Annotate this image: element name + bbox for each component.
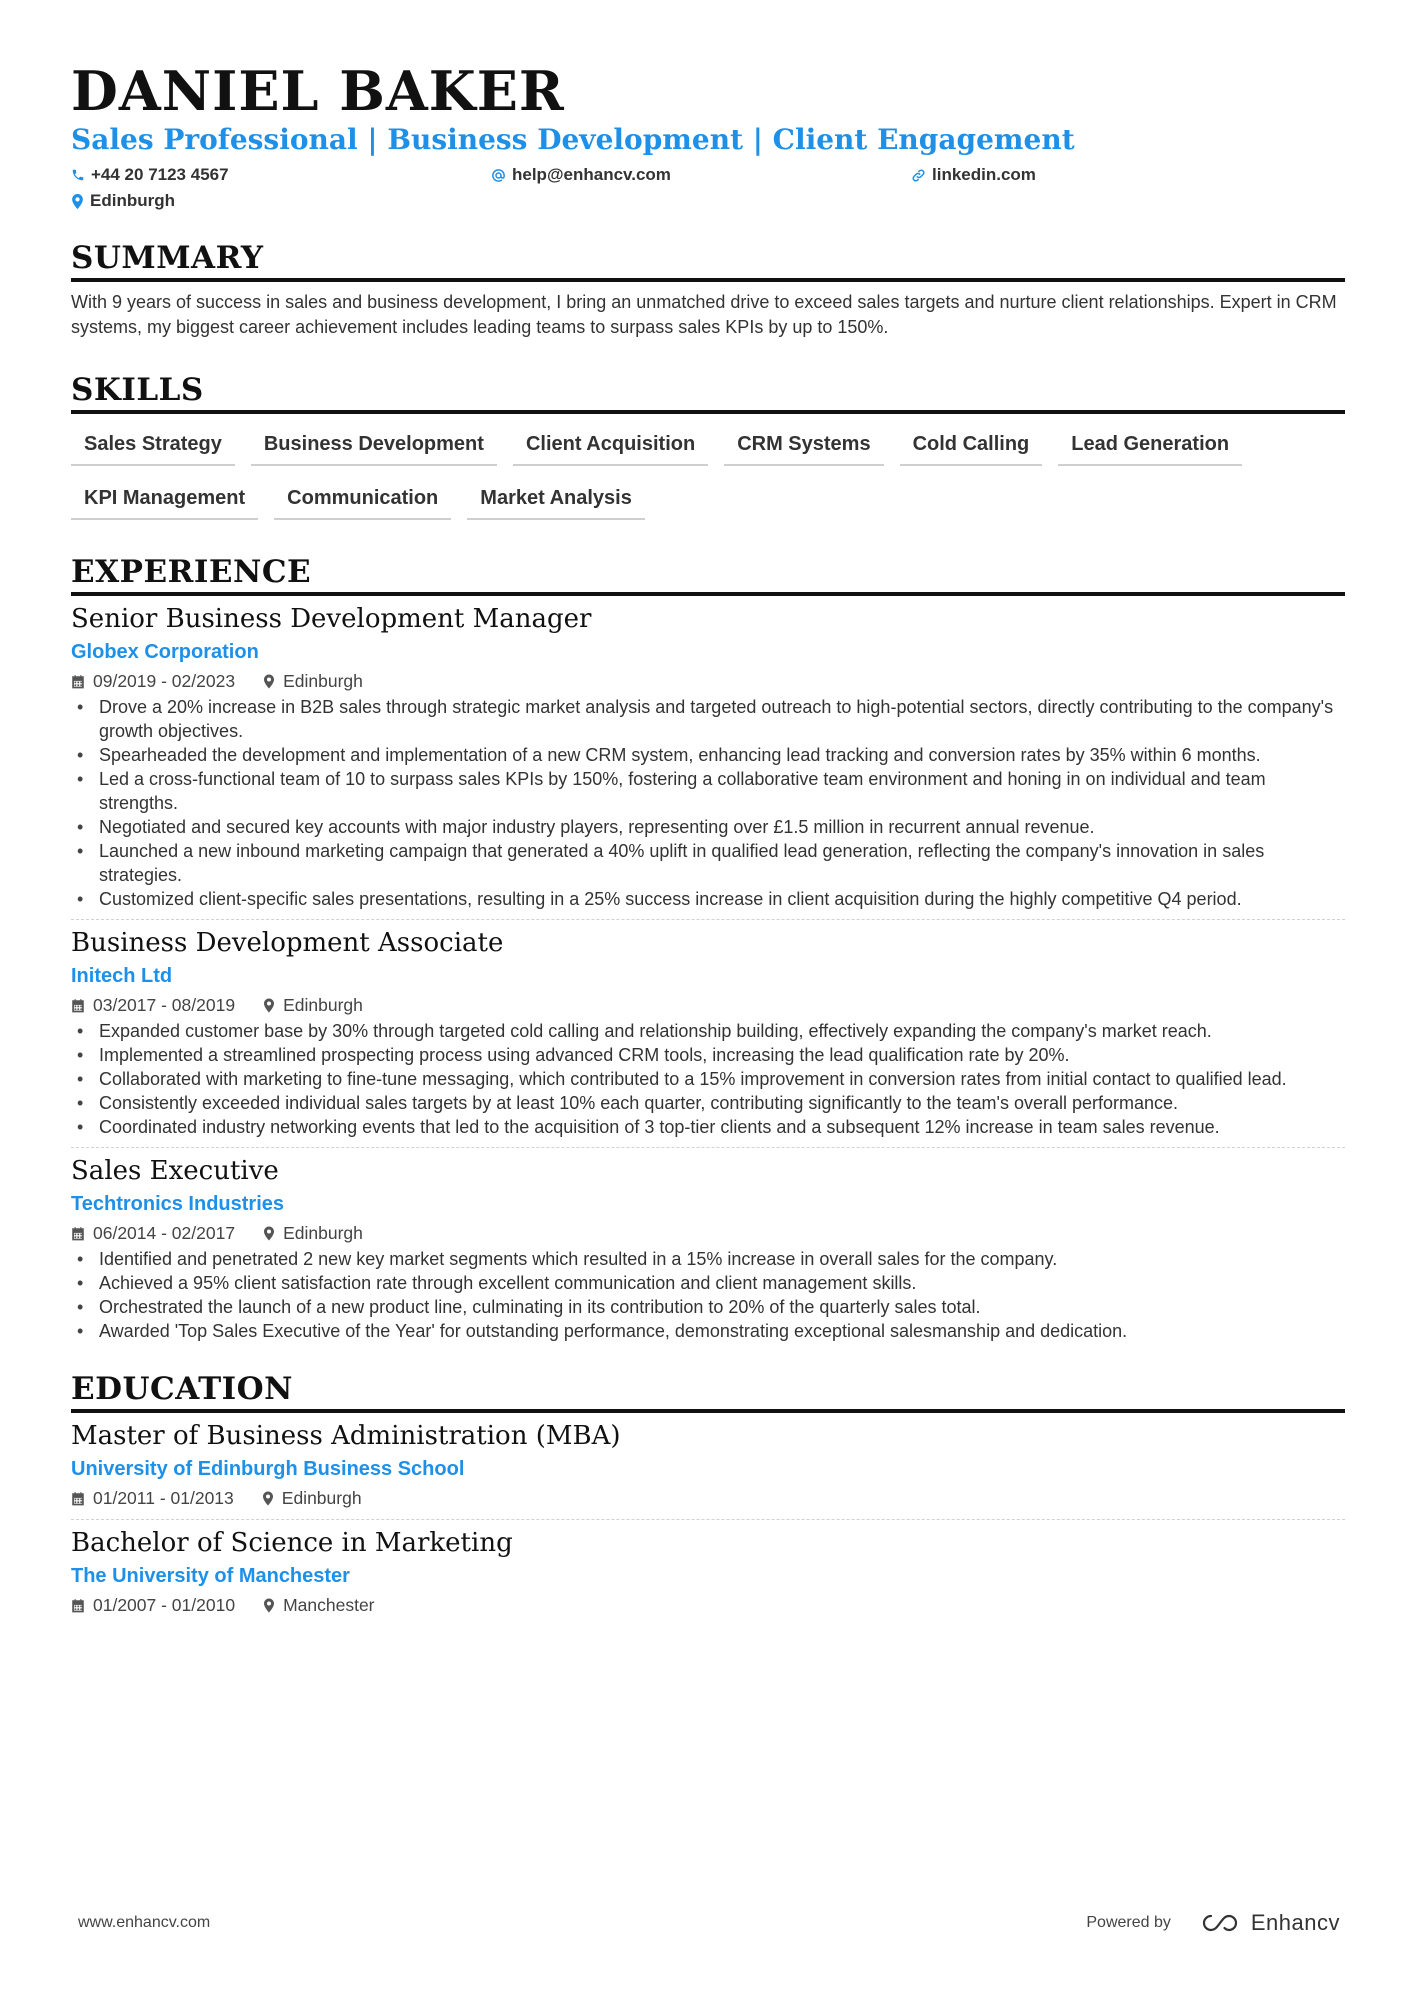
- job-meta: [71, 668, 1345, 694]
- job-bullets: [71, 1019, 1345, 1139]
- enhancv-logo[interactable]: [1197, 1910, 1340, 1936]
- bullet-item: • Collaborated with marketing to fine-tune messaging, which contributed to a 15% improvement in conversion rates from initial contact to qualified lead.: [71, 1067, 1345, 1091]
- job-meta: [71, 1220, 1345, 1246]
- powered-by-label: Powered by: [1086, 1914, 1171, 1931]
- job-meta: [71, 992, 1345, 1018]
- job-dates: 06/2014 - 02/2017: [93, 1223, 236, 1243]
- location-pin-icon: [71, 194, 84, 209]
- job-bullets: [71, 695, 1345, 911]
- skill-tag: Client Acquisition: [513, 426, 708, 466]
- education-dates: 01/2011 - 01/2013: [93, 1488, 234, 1508]
- experience-title: EXPERIENCE: [71, 552, 1345, 596]
- contact-info: [71, 162, 1345, 214]
- resume-header: [71, 60, 1345, 214]
- footer-website-link[interactable]: www.enhancv.com: [78, 1914, 211, 1931]
- email-text: help@enhancv.com: [512, 165, 671, 184]
- location-pin-icon: [263, 674, 275, 689]
- company-name: Initech Ltd: [71, 965, 173, 987]
- contact-email[interactable]: [491, 162, 911, 188]
- bullet-item: • Coordinated industry networking events that led to the acquisition of 3 top-tier clients and a subsequent 12% increase in team sales revenue.: [71, 1115, 1345, 1139]
- job-location: Edinburgh: [283, 671, 363, 691]
- company-name: Globex Corporation: [71, 641, 259, 663]
- phone-icon: [71, 168, 85, 182]
- enhancv-brand-text: Enhancv: [1250, 1910, 1340, 1935]
- experience-entry: [71, 920, 1345, 1148]
- experience-entry: [71, 1148, 1345, 1351]
- job-dates: 09/2019 - 02/2023: [93, 671, 236, 691]
- headline: Sales Professional | Business Development | Client Engagement: [71, 123, 1075, 156]
- education-entry: [71, 1520, 1345, 1626]
- bullet-item: • Spearheaded the development and implementation of a new CRM system, enhancing lead tracking and conversion rates by 35% within 6 months.: [71, 743, 1345, 767]
- degree-title: Bachelor of Science in Marketing: [71, 1528, 513, 1558]
- school-name: University of Edinburgh Business School: [71, 1458, 465, 1480]
- experience-section: [71, 552, 1345, 1351]
- contact-location: [71, 188, 491, 214]
- enhancv-logo-icon: [1197, 1912, 1243, 1934]
- bullet-item: • Customized client-specific sales presentations, resulting in a 25% success increase in client acquisition during the highly competitive Q4 period.: [71, 887, 1345, 911]
- education-section: [71, 1369, 1345, 1626]
- skills-list: [71, 426, 1345, 534]
- skills-section: [71, 370, 1345, 534]
- skill-tag: Market Analysis: [467, 480, 645, 520]
- calendar-icon: [71, 998, 85, 1013]
- bullet-item: • Implemented a streamlined prospecting process using advanced CRM tools, increasing the lead qualification rate by 20%.: [71, 1043, 1345, 1067]
- link-icon: [911, 168, 926, 183]
- skill-tag: Sales Strategy: [71, 426, 235, 466]
- job-title: Business Development Associate: [71, 928, 504, 958]
- location-pin-icon: [262, 1491, 274, 1506]
- contact-linkedin[interactable]: [911, 162, 1311, 188]
- education-location: Edinburgh: [281, 1488, 362, 1508]
- bullet-item: • Negotiated and secured key accounts with major industry players, representing over £1.5 million in recurrent annual revenue.: [71, 815, 1345, 839]
- summary-title: SUMMARY: [71, 238, 1345, 282]
- bullet-item: • Led a cross-functional team of 10 to surpass sales KPIs by 150%, fostering a collaborative team environment and honing in on individual and team strengths.: [71, 767, 1345, 815]
- bullet-item: • Achieved a 95% client satisfaction rate through excellent communication and client management skills.: [71, 1271, 1345, 1295]
- page-footer: [78, 1910, 1340, 1936]
- skill-tag: Cold Calling: [900, 426, 1043, 466]
- location-pin-icon: [263, 1226, 275, 1241]
- degree-title: Master of Business Administration (MBA): [71, 1421, 621, 1451]
- education-meta: [71, 1485, 1345, 1511]
- job-bullets: [71, 1247, 1345, 1343]
- summary-text: With 9 years of success in sales and business development, I bring an unmatched drive to exceed sales targets and nurture client relationships. Expert in CRM systems, my biggest career achievement includes leading teams to surpass sales KPIs by up to 150%.: [71, 292, 1337, 337]
- education-entry: [71, 1413, 1345, 1520]
- education-dates: 01/2007 - 01/2010: [93, 1595, 236, 1615]
- bullet-item: • Expanded customer base by 30% through targeted cold calling and relationship building, effectively expanding the company's market reach.: [71, 1019, 1345, 1043]
- location-text: Edinburgh: [90, 191, 175, 210]
- job-title: Sales Executive: [71, 1156, 279, 1186]
- phone-text: +44 20 7123 4567: [91, 165, 229, 184]
- skill-tag: Communication: [274, 480, 451, 520]
- summary-section: [71, 238, 1345, 340]
- contact-phone: [71, 162, 491, 188]
- skills-title: SKILLS: [71, 370, 1345, 414]
- candidate-name: DANIEL BAKER: [71, 59, 565, 123]
- school-name: The University of Manchester: [71, 1565, 350, 1587]
- job-location: Edinburgh: [283, 995, 363, 1015]
- bullet-item: • Orchestrated the launch of a new product line, culminating in its contribution to 20% of the quarterly sales total.: [71, 1295, 1345, 1319]
- bullet-item: • Consistently exceeded individual sales targets by at least 10% each quarter, contributing significantly to the team's overall performance.: [71, 1091, 1345, 1115]
- calendar-icon: [71, 674, 85, 689]
- skill-tag: Business Development: [251, 426, 497, 466]
- location-pin-icon: [263, 998, 275, 1013]
- bullet-item: • Drove a 20% increase in B2B sales through strategic market analysis and targeted outreach to high-potential sectors, directly contributing to the company's growth objectives.: [71, 695, 1345, 743]
- job-title: Senior Business Development Manager: [71, 604, 592, 634]
- resume-page: [71, 60, 1345, 1626]
- bullet-item: • Launched a new inbound marketing campaign that generated a 40% uplift in qualified lead generation, reflecting the company's innovation in sales strategies.: [71, 839, 1345, 887]
- calendar-icon: [71, 1226, 85, 1241]
- skill-tag: Lead Generation: [1058, 426, 1242, 466]
- bullet-item: • Awarded 'Top Sales Executive of the Year' for outstanding performance, demonstrating exceptional salesmanship and dedication.: [71, 1319, 1345, 1343]
- location-pin-icon: [263, 1598, 275, 1613]
- calendar-icon: [71, 1598, 85, 1613]
- bullet-item: • Identified and penetrated 2 new key market segments which resulted in a 15% increase in overall sales for the company.: [71, 1247, 1345, 1271]
- linkedin-text: linkedin.com: [932, 165, 1036, 184]
- job-dates: 03/2017 - 08/2019: [93, 995, 236, 1015]
- at-sign-icon: [491, 168, 506, 183]
- skill-tag: KPI Management: [71, 480, 258, 520]
- experience-entry: [71, 596, 1345, 920]
- education-location: Manchester: [283, 1595, 375, 1615]
- powered-by: [1086, 1910, 1340, 1936]
- calendar-icon: [71, 1491, 85, 1506]
- education-meta: [71, 1592, 1345, 1618]
- job-location: Edinburgh: [283, 1223, 363, 1243]
- company-name: Techtronics Industries: [71, 1193, 285, 1215]
- education-title: EDUCATION: [71, 1369, 1345, 1413]
- skill-tag: CRM Systems: [724, 426, 883, 466]
